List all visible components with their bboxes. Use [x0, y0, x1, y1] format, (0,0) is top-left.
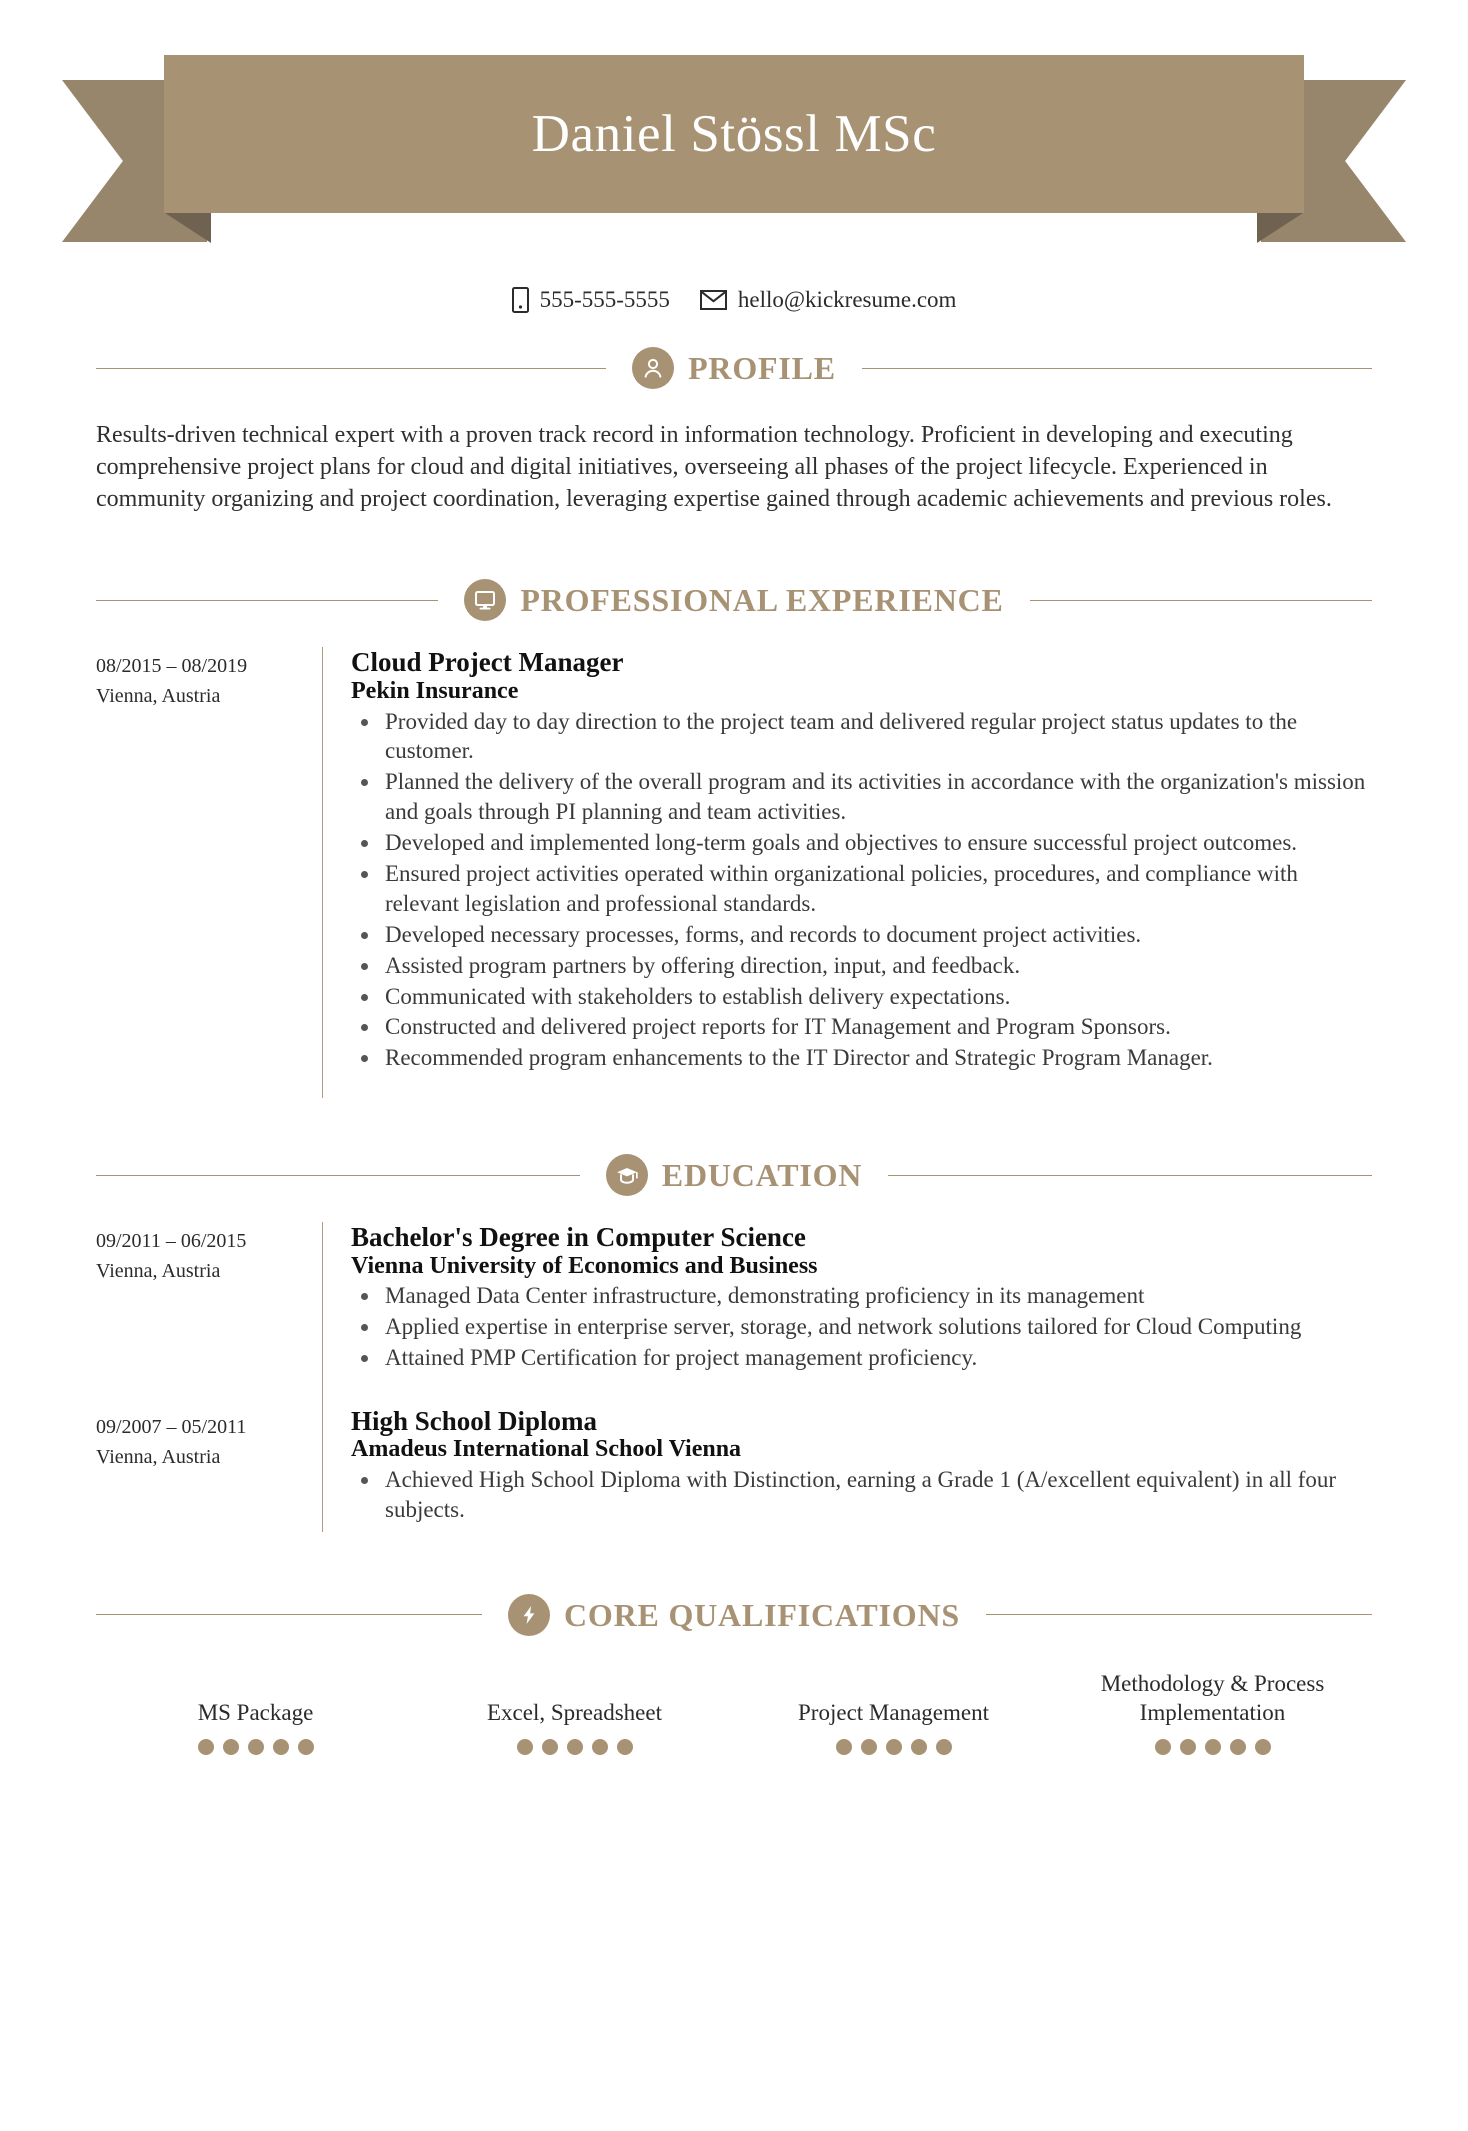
rating-dot [542, 1739, 558, 1755]
section-header-profile [96, 347, 1372, 389]
entry-role: Cloud Project Manager [351, 647, 624, 678]
rating-dot [248, 1739, 264, 1755]
bullet-item: Communicated with stakeholders to establish delivery expectations. [351, 982, 1372, 1012]
rating-dot [836, 1739, 852, 1755]
resume-page [0, 55, 1468, 2131]
bullet-item: Recommended program enhancements to the IT Director and Strategic Program Manager. [351, 1043, 1372, 1073]
header-rule-right [986, 1614, 1372, 1615]
skill-label: MS Package [197, 1699, 314, 1725]
header-rule-right [862, 368, 1372, 369]
bullet-item: Constructed and delivered project reports for IT Management and Program Sponsors. [351, 1012, 1372, 1042]
rating-dot [517, 1739, 533, 1755]
skill-label: Excel, Spreadsheet [487, 1699, 662, 1725]
monitor-icon [464, 579, 506, 621]
rating-dot [1180, 1739, 1196, 1755]
user-icon [632, 347, 674, 389]
entry-meta [96, 1222, 322, 1406]
entry-divider [322, 647, 323, 1098]
phone-number: 555-555-5555 [539, 287, 670, 312]
skill-item [96, 1699, 415, 1756]
skill-label: Methodology & Process Implementation [1100, 1670, 1325, 1725]
email-address: hello@kickresume.com [737, 287, 957, 312]
entry-organization: Pekin Insurance [351, 677, 519, 704]
section-title-core-qualifications: CORE QUALIFICATIONS [564, 1596, 960, 1633]
rating-dot [886, 1739, 902, 1755]
skill-item [415, 1699, 734, 1756]
entry-location: Vienna, Austria [96, 685, 221, 708]
bullet-item: Managed Data Center infrastructure, demonstrating proficiency in its management [351, 1281, 1372, 1311]
bullet-item: Assisted program partners by offering direction, input, and feedback. [351, 951, 1372, 981]
section-title-profile: PROFILE [688, 350, 836, 386]
header-rule-left [96, 1175, 580, 1176]
bullet-item: Achieved High School Diploma with Distinction, earning a Grade 1 (A/excellent equivalent) in all four subjects. [351, 1465, 1372, 1525]
experience-entries [96, 647, 1372, 1098]
phone-icon [512, 287, 529, 313]
entry-location: Vienna, Austria [96, 1260, 221, 1283]
name-ribbon [0, 55, 1468, 255]
bullet-item: Developed necessary processes, forms, and records to document project activities. [351, 920, 1372, 950]
rating-dot [273, 1739, 289, 1755]
section-header-experience [96, 579, 1372, 621]
rating-dot [936, 1739, 952, 1755]
skill-item [734, 1699, 1053, 1756]
header-rule-left [96, 368, 606, 369]
entry-location: Vienna, Austria [96, 1446, 221, 1469]
entry-school: Amadeus International School Vienna [351, 1436, 742, 1463]
header-rule-right [888, 1175, 1372, 1176]
profile-summary: Results-driven technical expert with a proven track record in information technology. Proficient in developing and executing comprehensive project plans for cloud and digital initiatives, overseeing all phases of the project lifecycle. Experienced in community organizing and project coordination, leveraging expertise gained through academic achievements and previous roles. [96, 422, 1332, 513]
bullet-item: Developed and implemented long-term goals and objectives to ensure successful project outcomes. [351, 828, 1372, 858]
section-header-core-qualifications [96, 1594, 1372, 1636]
experience-entry [96, 647, 1372, 1098]
bullet-item: Provided day to day direction to the project team and delivered regular project status updates to the customer. [351, 707, 1372, 767]
ribbon-banner [164, 55, 1304, 213]
entry-bullets [351, 1281, 1372, 1373]
rating-dot [1205, 1739, 1221, 1755]
entry-date: 09/2011 – 06/2015 [96, 1230, 247, 1253]
rating-dot [298, 1739, 314, 1755]
skill-item [1053, 1670, 1372, 1756]
envelope-icon [700, 290, 727, 310]
bullet-item: Ensured project activities operated within organizational policies, procedures, and compliance with relevant legislation and professional standards. [351, 859, 1372, 919]
skill-label: Project Management [798, 1699, 989, 1725]
education-entries [96, 1222, 1372, 1532]
entry-divider [322, 1222, 323, 1406]
rating-dot [567, 1739, 583, 1755]
contact-bar [0, 287, 1468, 313]
bullet-item: Attained PMP Certification for project management proficiency. [351, 1343, 1372, 1373]
bullet-item: Planned the delivery of the overall program and its activities in accordance with the organization's mission and goals through PI planning and team activities. [351, 767, 1372, 827]
entry-body [351, 1222, 1372, 1406]
rating-dot [617, 1739, 633, 1755]
skill-rating [517, 1739, 633, 1755]
entry-school: Vienna University of Economics and Business [351, 1252, 818, 1279]
entry-body [351, 1406, 1372, 1532]
education-entry [96, 1222, 1372, 1406]
contact-phone[interactable] [512, 287, 670, 313]
rating-dot [198, 1739, 214, 1755]
entry-bullets [351, 707, 1372, 1074]
contact-email[interactable] [700, 287, 957, 313]
bullet-item: Applied expertise in enterprise server, storage, and network solutions tailored for Cloud Computing [351, 1312, 1372, 1342]
candidate-name: Daniel Stössl MSc [531, 104, 937, 163]
section-header-education [96, 1154, 1372, 1196]
entry-degree: Bachelor's Degree in Computer Science [351, 1222, 806, 1253]
skill-rating [198, 1739, 314, 1755]
entry-degree: High School Diploma [351, 1406, 598, 1437]
entry-meta [96, 1406, 322, 1532]
entry-date: 09/2007 – 05/2011 [96, 1416, 247, 1439]
rating-dot [1155, 1739, 1171, 1755]
skill-rating [1155, 1739, 1271, 1755]
section-title-education: EDUCATION [661, 1157, 863, 1194]
bolt-icon [508, 1594, 550, 1636]
rating-dot [1230, 1739, 1246, 1755]
education-entry [96, 1406, 1372, 1532]
rating-dot [592, 1739, 608, 1755]
header-rule-left [96, 600, 438, 601]
header-rule-right [1030, 600, 1372, 601]
rating-dot [861, 1739, 877, 1755]
entry-date: 08/2015 – 08/2019 [96, 655, 248, 678]
rating-dot [911, 1739, 927, 1755]
entry-body [351, 647, 1372, 1098]
rating-dot [1255, 1739, 1271, 1755]
graduation-cap-icon [606, 1154, 648, 1196]
section-title-experience: PROFESSIONAL EXPERIENCE [520, 582, 1004, 619]
entry-divider [322, 1406, 323, 1532]
skill-rating [836, 1739, 952, 1755]
header-rule-left [96, 1614, 482, 1615]
entry-meta [96, 647, 322, 1098]
rating-dot [223, 1739, 239, 1755]
entry-bullets [351, 1465, 1372, 1525]
skills-grid [96, 1670, 1372, 1756]
